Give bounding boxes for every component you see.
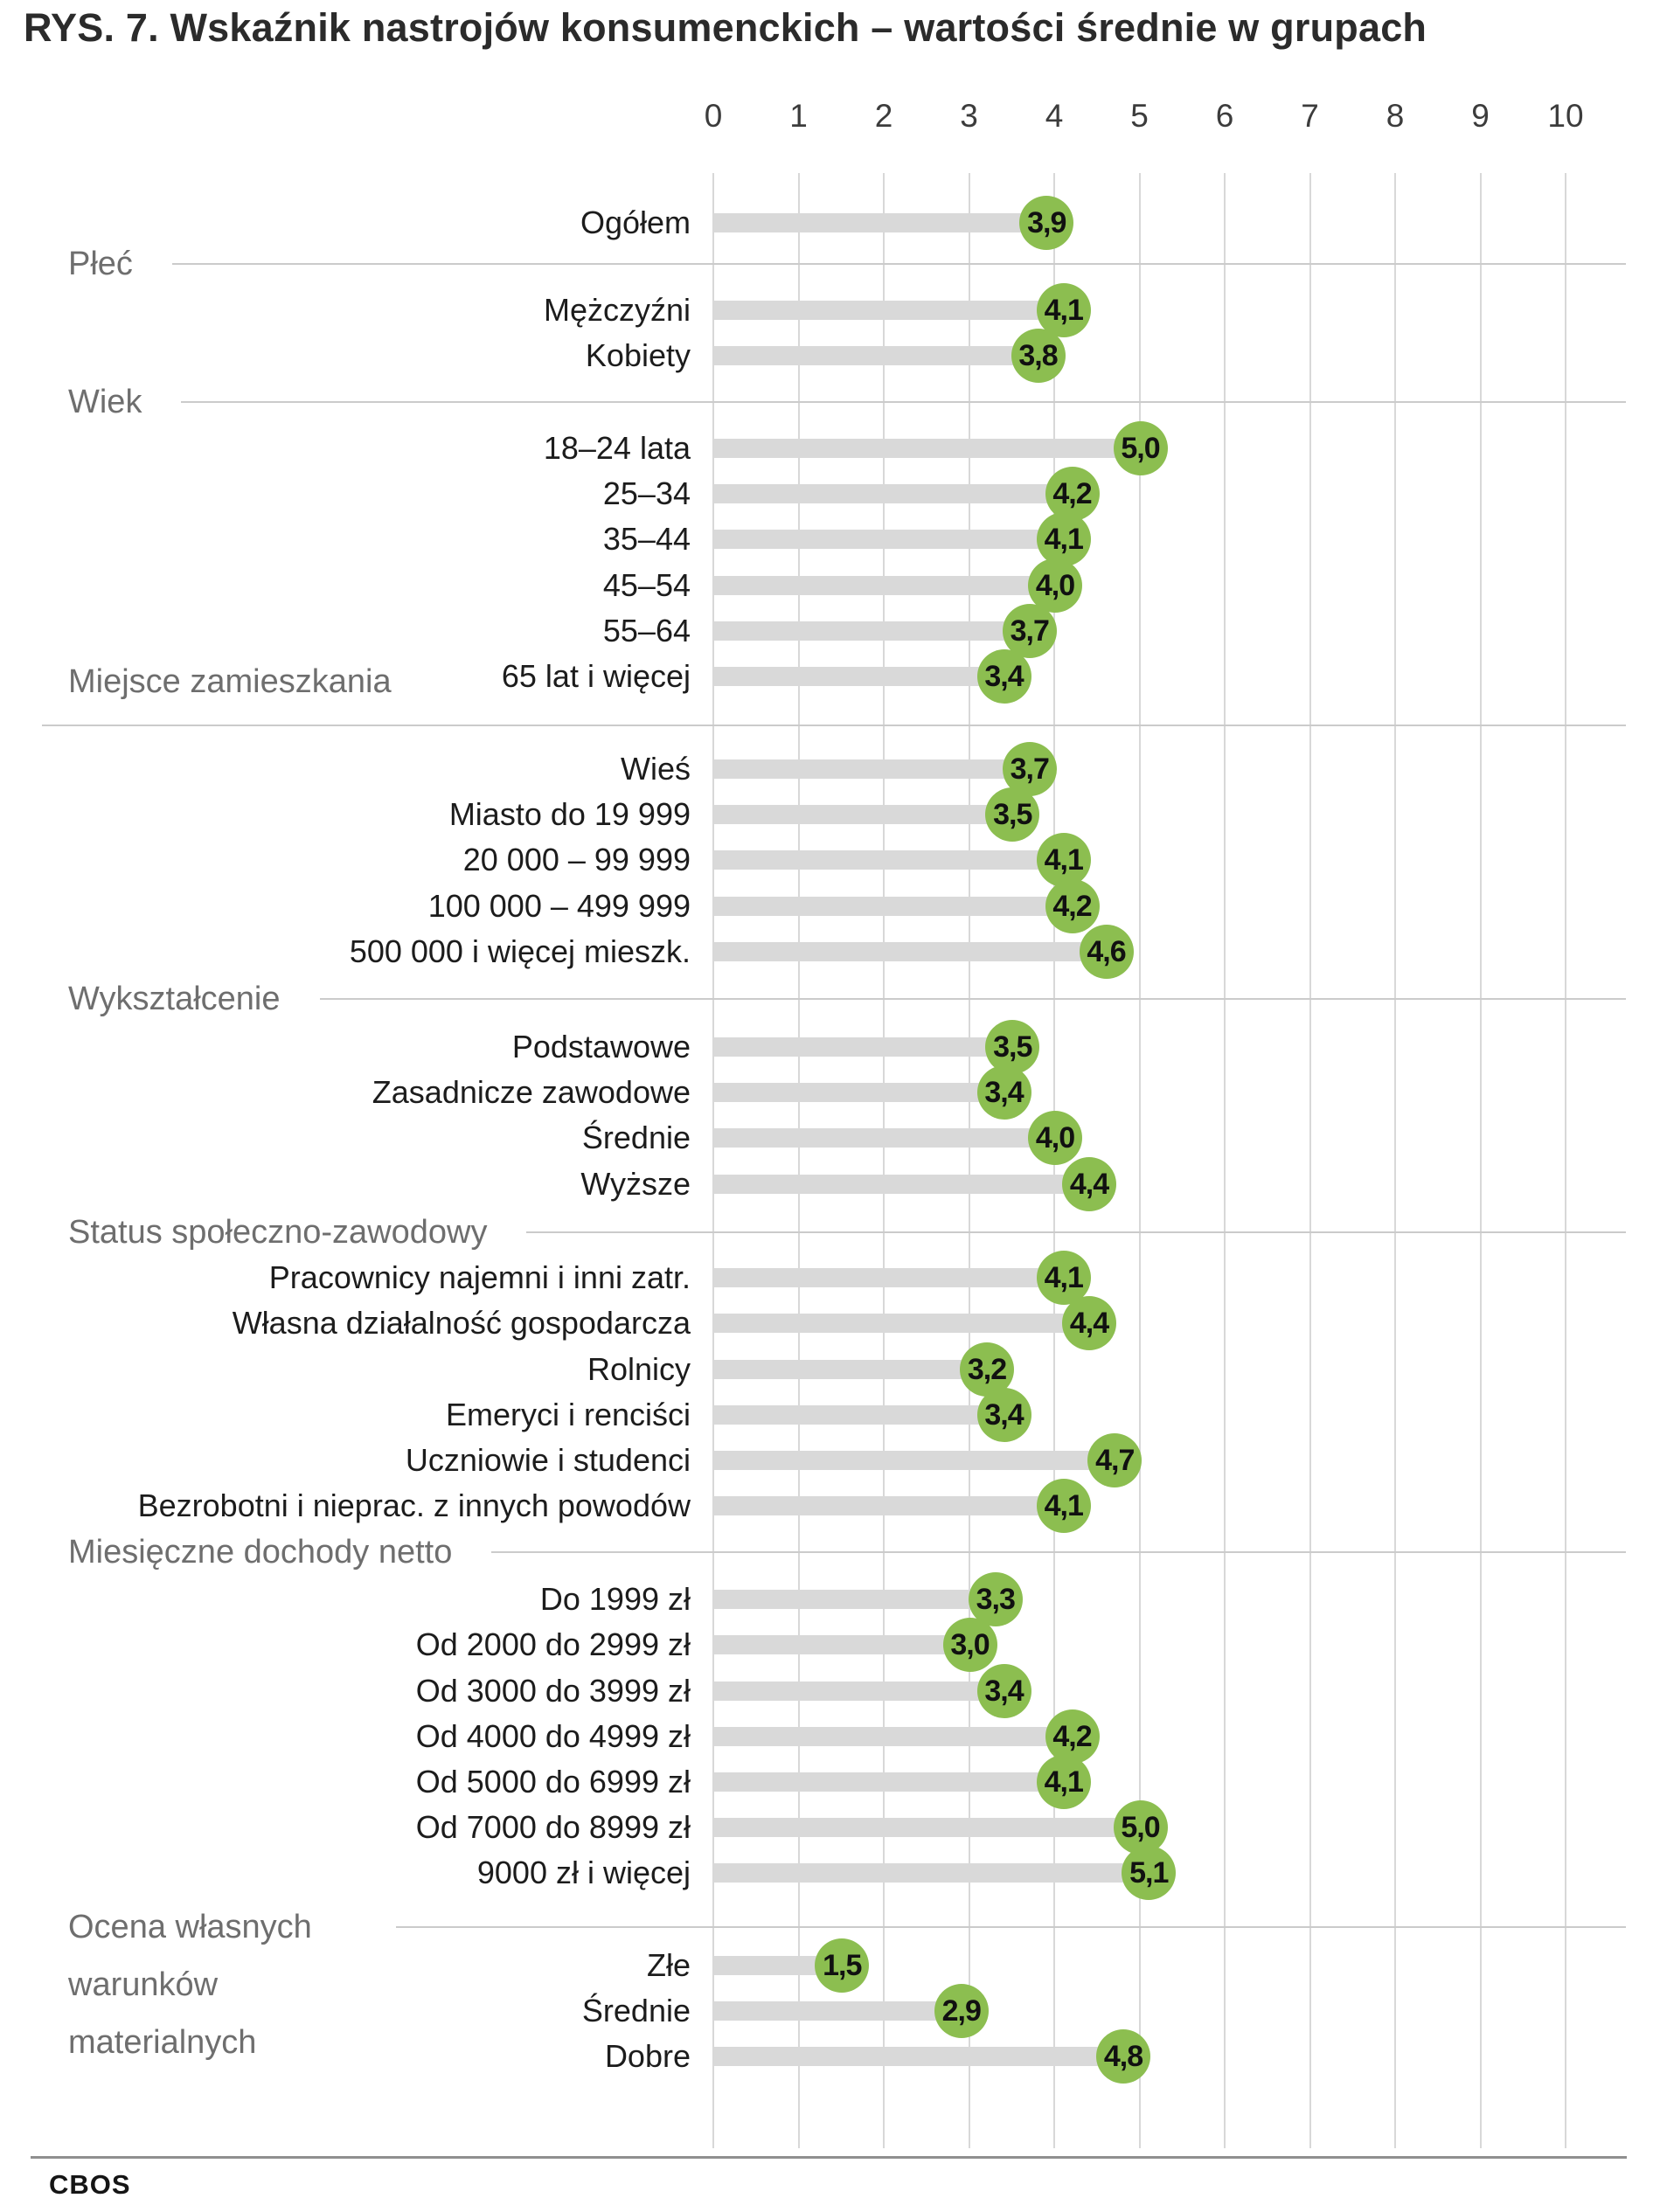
value-bar <box>714 1268 1064 1287</box>
value-label: 3,0 <box>950 1627 990 1661</box>
cbos-logo: CBOS <box>49 2169 131 2200</box>
value-dot <box>1080 925 1134 979</box>
value-label: 4,0 <box>1035 568 1075 602</box>
value-dot <box>977 649 1031 704</box>
value-dot <box>1122 1846 1176 1900</box>
value-label: 3,7 <box>1010 752 1049 786</box>
value-label: 3,5 <box>993 797 1032 831</box>
category-row <box>0 1157 1653 1211</box>
group-label: Ocena własnych warunków materialnych <box>68 1909 312 2061</box>
category-label: Od 3000 do 3999 zł <box>415 1673 691 1709</box>
value-bar <box>714 1818 1141 1837</box>
footer-rule <box>31 2156 1627 2159</box>
group-separator <box>42 725 1626 726</box>
axis-tick: 7 <box>1301 98 1319 134</box>
value-label: 4,1 <box>1044 1260 1083 1294</box>
value-bar <box>714 621 1030 641</box>
chart-title: RYS. 7. Wskaźnik nastrojów konsumenckich – wartości średnie w grupach <box>24 5 1427 50</box>
value-bar <box>714 1682 1004 1701</box>
group-label: Status społeczno-zawodowy <box>68 1213 488 1251</box>
value-bar <box>714 897 1073 916</box>
value-bar <box>714 1590 996 1609</box>
group-separator <box>320 998 1626 1000</box>
axis-tick: 10 <box>1547 98 1584 134</box>
value-dot <box>1019 196 1073 250</box>
category-label: Od 5000 do 6999 zł <box>415 1764 691 1799</box>
value-bar <box>714 942 1107 961</box>
value-dot <box>1037 1479 1091 1533</box>
value-bar <box>714 805 1012 824</box>
value-label: 4,1 <box>1044 522 1083 556</box>
category-label: 9000 zł i więcej <box>476 1855 691 1890</box>
value-bar <box>714 1863 1149 1883</box>
group-label: Wiek <box>68 383 142 420</box>
value-bar <box>714 759 1030 779</box>
category-row <box>0 1479 1653 1533</box>
value-label: 5,0 <box>1121 1810 1160 1844</box>
category-label: Średnie <box>581 1993 691 2028</box>
value-label: 3,9 <box>1027 205 1066 239</box>
category-label: 25–34 <box>602 475 691 511</box>
category-label: Ogółem <box>580 205 691 240</box>
category-label: Od 7000 do 8999 zł <box>415 1809 691 1845</box>
value-label: 3,8 <box>1018 338 1058 372</box>
group-label-miejsce: Miejsce zamieszkania <box>68 663 392 700</box>
category-label: Kobiety <box>585 337 691 373</box>
category-label: 55–64 <box>602 613 691 648</box>
category-label: 18–24 lata <box>543 430 691 466</box>
category-label: Dobre <box>604 2038 691 2074</box>
category-label: Zasadnicze zawodowe <box>372 1074 691 1110</box>
group-separator <box>181 401 1626 403</box>
group-header-status <box>68 1213 1626 1252</box>
group-header-dochody <box>68 1533 1626 1571</box>
value-label: 4,4 <box>1069 1167 1109 1201</box>
value-label: 4,2 <box>1052 476 1092 510</box>
value-label: 4,1 <box>1044 1765 1083 1799</box>
category-label: Miasto do 19 999 <box>448 796 691 832</box>
category-label: 100 000 – 499 999 <box>427 888 691 924</box>
group-header-wyksztalcenie <box>68 980 1626 1018</box>
value-bar <box>714 1083 1004 1102</box>
category-label: Wyższe <box>580 1166 691 1202</box>
axis-tick: 6 <box>1215 98 1234 134</box>
value-bar <box>714 439 1141 458</box>
group-separator <box>396 1926 1626 1928</box>
group-separator <box>491 1551 1626 1553</box>
category-label: 20 000 – 99 999 <box>462 842 691 877</box>
value-bar <box>714 2047 1123 2066</box>
axis-tick: 3 <box>960 98 978 134</box>
value-label: 3,4 <box>984 1674 1024 1708</box>
value-dot <box>1096 2029 1150 2084</box>
group-separator <box>172 263 1626 265</box>
category-label: Własna działalność gospodarcza <box>232 1305 691 1341</box>
group-header-wiek <box>68 383 1626 421</box>
value-label: 3,4 <box>984 1075 1024 1109</box>
category-label: Od 4000 do 4999 zł <box>415 1718 691 1754</box>
category-row <box>0 1846 1653 1900</box>
category-label: Rolnicy <box>587 1351 691 1387</box>
group-label: Miesięczne dochody netto <box>68 1533 453 1571</box>
category-label: Złe <box>646 1947 691 1983</box>
value-label: 4,7 <box>1095 1443 1135 1477</box>
axis-tick: 0 <box>704 98 723 134</box>
value-bar <box>714 1314 1089 1333</box>
value-bar <box>714 484 1073 503</box>
group-header-plec <box>68 245 1626 283</box>
value-label: 3,4 <box>984 1397 1024 1432</box>
value-bar <box>714 1496 1064 1515</box>
value-label: 5,1 <box>1129 1855 1169 1890</box>
value-label: 5,0 <box>1121 431 1160 465</box>
value-bar <box>714 850 1064 870</box>
value-label: 4,0 <box>1035 1120 1075 1155</box>
category-row <box>0 925 1653 979</box>
category-label: 65 lat i więcej <box>501 658 691 694</box>
category-label: Bezrobotni i nieprac. z innych powodów <box>137 1487 691 1523</box>
value-label: 4,1 <box>1044 1488 1083 1522</box>
axis-tick: 2 <box>874 98 893 134</box>
category-label: Wieś <box>621 751 691 787</box>
value-bar <box>714 2001 962 2021</box>
value-label: 1,5 <box>823 1948 862 1982</box>
value-label: 4,6 <box>1087 934 1126 968</box>
value-bar <box>714 213 1046 232</box>
category-label: Emeryci i renciści <box>445 1397 691 1432</box>
value-label: 4,4 <box>1069 1306 1109 1340</box>
axis-tick: 9 <box>1471 98 1490 134</box>
value-bar <box>714 1635 970 1654</box>
category-label: 45–54 <box>602 567 691 603</box>
value-bar <box>714 301 1064 320</box>
value-label: 4,2 <box>1052 1719 1092 1753</box>
axis-tick: 5 <box>1130 98 1149 134</box>
value-label: 3,4 <box>984 659 1024 693</box>
value-dot <box>1062 1157 1116 1211</box>
value-dot <box>1011 329 1066 383</box>
value-bar <box>714 1451 1115 1470</box>
group-label: Płeć <box>68 245 133 282</box>
axis-tick: 1 <box>789 98 808 134</box>
value-bar <box>714 1128 1055 1148</box>
value-bar <box>714 1405 1004 1425</box>
group-separator <box>526 1231 1626 1233</box>
value-label: 3,7 <box>1010 614 1049 648</box>
value-bar <box>714 1772 1064 1792</box>
category-label: Pracownicy najemni i inni zatr. <box>268 1259 691 1295</box>
value-bar <box>714 346 1038 365</box>
category-row <box>0 196 1653 250</box>
value-label: 4,1 <box>1044 843 1083 877</box>
value-label: 4,8 <box>1103 2039 1143 2073</box>
value-label: 3,5 <box>993 1030 1032 1064</box>
value-bar <box>714 576 1055 595</box>
axis-tick: 4 <box>1045 98 1064 134</box>
value-bar <box>714 1175 1089 1194</box>
category-label: Od 2000 do 2999 zł <box>415 1626 691 1662</box>
category-label: Średnie <box>581 1120 691 1155</box>
value-label: 4,1 <box>1044 293 1083 327</box>
category-label: Uczniowie i studenci <box>405 1442 691 1478</box>
category-row <box>0 2029 1653 2084</box>
category-row <box>0 329 1653 383</box>
axis-tick: 8 <box>1386 98 1405 134</box>
value-label: 3,2 <box>967 1352 1007 1386</box>
value-bar <box>714 1360 987 1379</box>
category-label: Mężczyźni <box>543 292 691 328</box>
value-label: 2,9 <box>941 1994 981 2028</box>
value-bar <box>714 1037 1012 1057</box>
category-label: 35–44 <box>602 521 691 557</box>
value-bar <box>714 1727 1073 1746</box>
group-label: Wykształcenie <box>68 980 281 1017</box>
category-label: Podstawowe <box>511 1029 691 1064</box>
value-label: 3,3 <box>976 1582 1015 1616</box>
value-bar <box>714 530 1064 549</box>
category-label: Do 1999 zł <box>539 1581 691 1617</box>
category-label: 500 000 i więcej mieszk. <box>349 933 691 969</box>
value-bar <box>714 667 1004 686</box>
value-label: 4,2 <box>1052 889 1092 923</box>
